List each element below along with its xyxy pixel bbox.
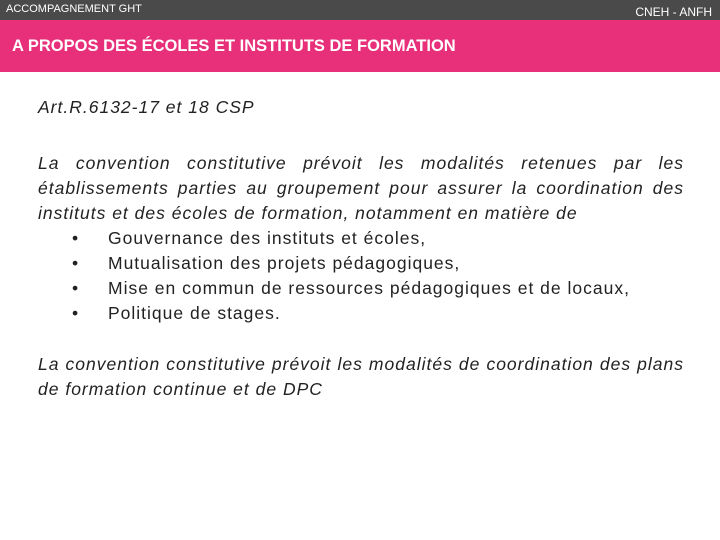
title-banner <box>0 20 720 72</box>
header-bar <box>0 0 720 20</box>
header-right-label: CNEH - ANFH <box>635 5 712 19</box>
bullet-icon: • <box>72 253 80 273</box>
list-item <box>38 251 684 276</box>
slide-content <box>38 95 684 402</box>
paragraph-closing: La convention constitutive prévoit les modalités de coordination des plans de formation continue et de DPC <box>38 354 684 399</box>
paragraph-intro: La convention constitutive prévoit les modalités retenues par les établissements parties au groupement pour assurer la coordination des instituts et des écoles de formation, notamment en matière de <box>38 153 684 223</box>
header-left-label: ACCOMPAGNEMENT GHT <box>6 3 142 15</box>
list-item <box>38 226 684 251</box>
list-item <box>38 301 684 326</box>
slide-title: A PROPOS DES ÉCOLES ET INSTITUTS DE FORMATION <box>12 37 456 55</box>
bullet-list <box>38 226 684 326</box>
list-item <box>38 276 684 301</box>
legal-reference: Art.R.6132-17 et 18 CSP <box>38 97 255 117</box>
list-item-text: Gouvernance des instituts et écoles, <box>108 228 427 248</box>
bullet-icon: • <box>72 228 80 248</box>
list-item-text: Mutualisation des projets pédagogiques, <box>108 253 461 273</box>
bullet-icon: • <box>72 278 80 298</box>
list-item-text: Mise en commun de ressources pédagogiques et de locaux, <box>108 278 630 298</box>
list-item-text: Politique de stages. <box>108 303 281 323</box>
bullet-icon: • <box>72 303 80 323</box>
